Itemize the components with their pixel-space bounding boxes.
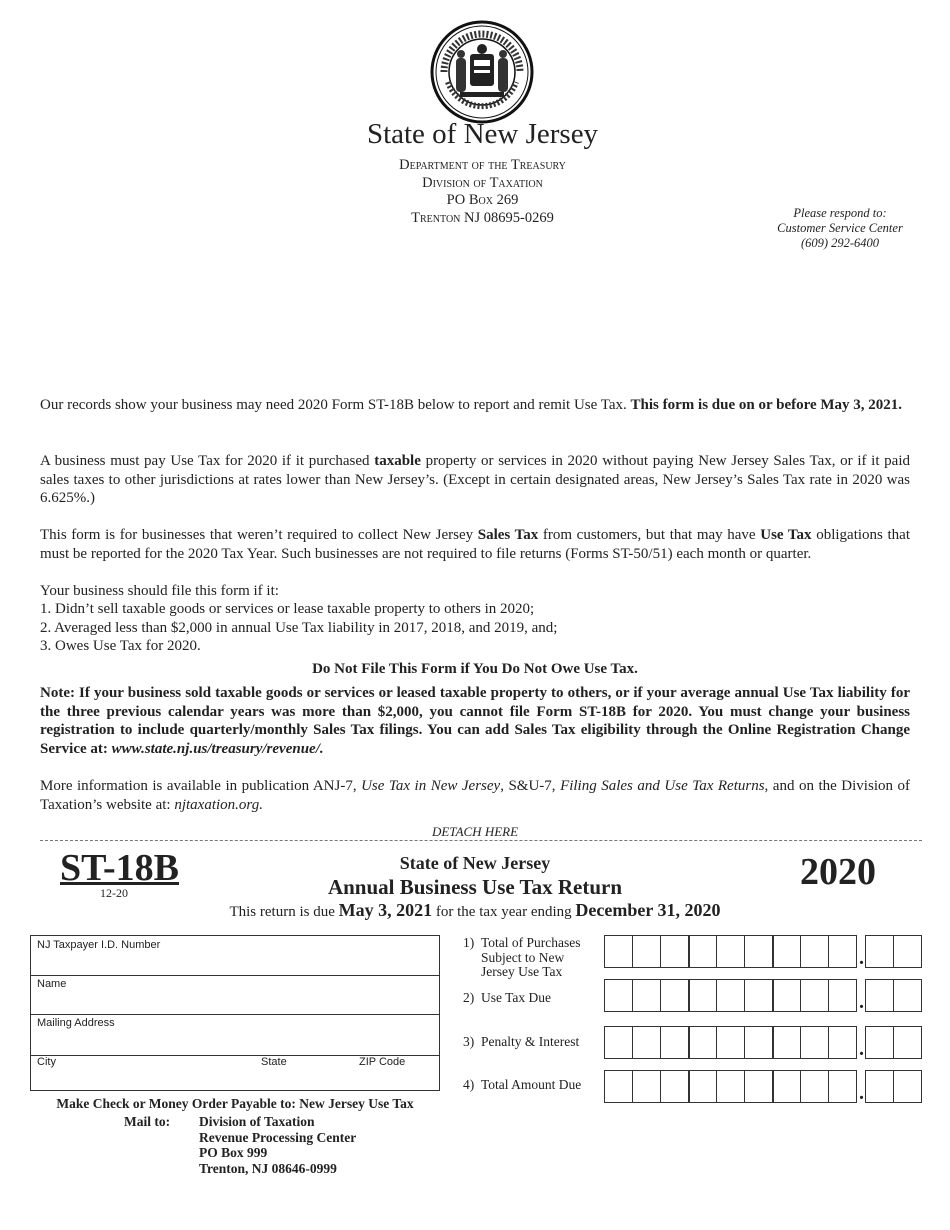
cents-digit-box[interactable] (865, 935, 894, 968)
due-date: May 3, 2021 (338, 900, 433, 920)
cents-digit-box[interactable] (865, 1026, 894, 1059)
text-italic: Filing Sales and Use Tax Returns (560, 778, 765, 794)
city-label: City (37, 1056, 56, 1068)
dollar-digit-box[interactable] (632, 979, 661, 1012)
dollar-digit-box[interactable] (744, 979, 773, 1012)
dollar-digit-box[interactable] (772, 979, 801, 1012)
tax-year: 2020 (800, 851, 876, 893)
text: This form is for businesses that weren’t required to collect New Jersey (40, 527, 478, 543)
dollar-digit-box[interactable] (828, 1070, 857, 1103)
form-number: ST-18B (60, 847, 179, 889)
taxpayer-info-box (30, 935, 440, 1091)
year-end: December 31, 2020 (575, 900, 721, 920)
text-bold: Sales Tax (477, 527, 539, 543)
paragraph-businesses (40, 526, 910, 563)
mail-line: Trenton, NJ 08646-0999 (199, 1160, 337, 1176)
website-link[interactable]: njtaxation.org. (174, 796, 263, 813)
dollar-digit-box[interactable] (716, 1070, 745, 1103)
text: from customers, but that may have (538, 527, 761, 543)
dollar-digit-box[interactable] (604, 979, 633, 1012)
taxpayer-id-field[interactable] (31, 936, 439, 976)
dollar-digit-box[interactable] (632, 1026, 661, 1059)
due-notice: This form is due on or before May 3, 2021. (630, 397, 903, 413)
text: for the tax year ending (432, 904, 576, 920)
dollar-digit-box[interactable] (660, 935, 689, 968)
paragraph-note (40, 684, 910, 758)
text: , and on the Division of Taxation’s website at: (40, 778, 910, 813)
dollar-digit-box[interactable] (632, 935, 661, 968)
mail-line: Division of Taxation (199, 1114, 315, 1129)
field-label: NJ Taxpayer I.D. Number (37, 939, 161, 951)
dollar-digit-box[interactable] (716, 979, 745, 1012)
dept-line: Trenton NJ 08695-0269 (411, 209, 554, 226)
line-3-label (463, 1035, 621, 1050)
field-label: Mailing Address (37, 1017, 115, 1029)
dollar-digit-box[interactable] (688, 935, 717, 968)
cents-digit-box[interactable] (893, 1070, 922, 1103)
dept-line: Department of the Treasury (399, 157, 566, 173)
dollar-digit-box[interactable] (688, 1026, 717, 1059)
form-revision: 12-20 (100, 886, 128, 900)
paragraph-intro (40, 396, 910, 415)
payable-to: Make Check or Money Order Payable to: New Jersey Use Tax (56, 1096, 414, 1111)
dollar-digit-box[interactable] (800, 1026, 829, 1059)
text-bold: Use Tax (760, 527, 812, 543)
mail-line: PO Box 999 (199, 1145, 268, 1160)
line-text: Total of Purchases Subject to New Jersey Use Tax (481, 935, 581, 979)
dollar-digit-box[interactable] (800, 935, 829, 968)
text: property or services in 2020 without paying New Jersey Sales Tax, or if it paid sales taxes to other jurisdictions at rates lower than New Jersey’s. (Except in certain designated areas, New Jersey’s Sales Tax rate in 2020 was 6.625%.) (40, 453, 910, 506)
dollar-digit-box[interactable] (744, 935, 773, 968)
dollar-digit-box[interactable] (744, 1070, 773, 1103)
paragraph-use-tax (40, 452, 910, 508)
cents-digit-box[interactable] (865, 979, 894, 1012)
mail-to-address (199, 1114, 356, 1176)
form-due-line (0, 900, 950, 921)
dollar-digit-box[interactable] (772, 935, 801, 968)
dollar-digit-box[interactable] (660, 1070, 689, 1103)
text: More information is available in publication ANJ-7, (40, 778, 362, 794)
cents-digit-box[interactable] (893, 979, 922, 1012)
dollar-digit-box[interactable] (800, 1070, 829, 1103)
form-state: State of New Jersey (399, 853, 551, 873)
text: This return is due (229, 904, 339, 920)
registration-link[interactable]: www.state.nj.us/treasury/revenue/. (111, 740, 324, 757)
line-number: 4) (463, 1077, 475, 1092)
paragraph-more-info (40, 777, 910, 814)
line-number: 1) (463, 935, 475, 950)
state-label: State (261, 1056, 287, 1068)
detach-line (40, 840, 922, 841)
text: A business must pay Use Tax for 2020 if it purchased (40, 453, 375, 469)
dollar-digit-box[interactable] (716, 935, 745, 968)
city-state-zip-row (31, 1055, 439, 1092)
respond-to (760, 206, 920, 251)
line-4-label (463, 1078, 621, 1093)
decimal-point: . (859, 991, 864, 1013)
decimal-point: . (859, 1038, 864, 1060)
dollar-digit-box[interactable] (744, 1026, 773, 1059)
line-text: Penalty & Interest (481, 1034, 580, 1049)
dollar-digit-box[interactable] (688, 1070, 717, 1103)
field-label: Name (37, 978, 67, 990)
line-text: Total Amount Due (481, 1077, 582, 1092)
mail-to-label: Mail to: (124, 1114, 171, 1129)
dollar-digit-box[interactable] (660, 1026, 689, 1059)
cents-digit-box[interactable] (893, 935, 922, 968)
text-bold: taxable (374, 453, 421, 469)
dollar-digit-box[interactable] (772, 1026, 801, 1059)
line-1-label (463, 936, 591, 980)
dollar-digit-box[interactable] (828, 1026, 857, 1059)
dollar-digit-box[interactable] (688, 979, 717, 1012)
dollar-digit-box[interactable] (604, 1070, 633, 1103)
cents-digit-box[interactable] (893, 1026, 922, 1059)
dollar-digit-box[interactable] (632, 1070, 661, 1103)
decimal-point: . (859, 947, 864, 969)
line-2-label (463, 991, 621, 1006)
decimal-point: . (859, 1082, 864, 1104)
dept-line: PO Box 269 (446, 192, 519, 208)
zip-label: ZIP Code (359, 1056, 406, 1068)
dollar-digit-box[interactable] (828, 979, 857, 1012)
dollar-digit-box[interactable] (828, 935, 857, 968)
line-number: 3) (463, 1034, 475, 1049)
respond-line: Please respond to: (793, 206, 887, 220)
dept-line: Division of Taxation (422, 174, 543, 191)
line-number: 2) (463, 990, 475, 1005)
dollar-digit-box[interactable] (604, 1026, 633, 1059)
mailing-address-field[interactable] (31, 1014, 439, 1055)
state-seal (430, 20, 534, 124)
letterhead-state: State of New Jersey (366, 118, 599, 150)
list-item: 3. Owes Use Tax for 2020. (40, 638, 201, 654)
name-field[interactable] (31, 975, 439, 1015)
dollar-digit-box[interactable] (660, 979, 689, 1012)
respond-line: Customer Service Center (777, 221, 903, 235)
text: obligations that must be reported for the 2020 Tax Year. Such businesses are not required to file returns (Forms ST-50/51) each month or quarter. (40, 527, 910, 562)
form-title: Annual Business Use Tax Return (327, 875, 623, 899)
list-intro: Your business should file this form if it: (40, 583, 279, 599)
respond-line: (609) 292-6400 (800, 236, 880, 250)
text: Note: If your business sold taxable goods or services or leased taxable property to others, or if your average annual Use Tax liability for the three previous calendar years was more than $2,000, you cannot file Form ST-18B for 2020. You must change your business registration to include quarterly/monthly Sales Tax filings. You can add Sales Tax eligibility through the Online Registration Change Service at: (40, 685, 910, 757)
dollar-digit-box[interactable] (716, 1026, 745, 1059)
detach-label: DETACH HERE (431, 824, 519, 839)
cents-digit-box[interactable] (865, 1070, 894, 1103)
text: , S&U-7, (500, 778, 561, 794)
dollar-digit-box[interactable] (800, 979, 829, 1012)
line-text: Use Tax Due (481, 990, 552, 1005)
text-italic: Use Tax in New Jersey (361, 778, 501, 794)
dollar-digit-box[interactable] (772, 1070, 801, 1103)
list-item: 1. Didn’t sell taxable goods or services or lease taxable property to others in 2020; (40, 601, 535, 617)
dollar-digit-box[interactable] (604, 935, 633, 968)
list-item: 2. Averaged less than $2,000 in annual Use Tax liability in 2017, 2018, and 2019, and; (40, 620, 558, 636)
mail-line: Revenue Processing Center (199, 1129, 357, 1145)
text: Our records show your business may need 2020 Form ST-18B below to report and remit Use Tax. (40, 397, 631, 413)
do-not-file-warning: Do Not File This Form if You Do Not Owe Use Tax. (312, 661, 638, 677)
